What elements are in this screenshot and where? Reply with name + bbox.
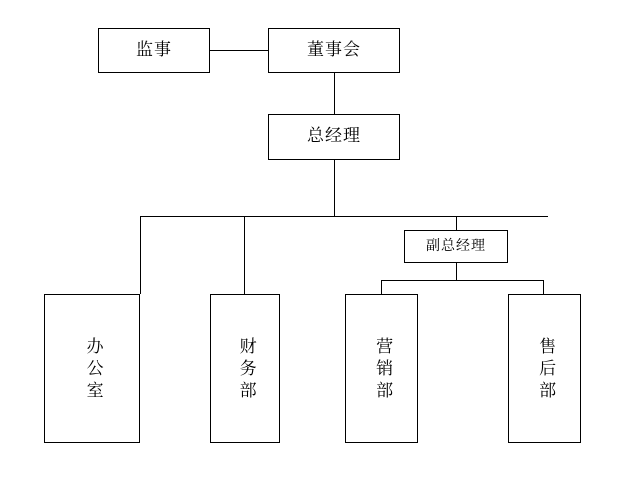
connector-bus-deputy	[456, 216, 457, 230]
connector-deputy-down	[456, 263, 457, 280]
node-after-sales[interactable]: 售后部	[508, 294, 581, 443]
connector-bus-marketing	[381, 280, 382, 294]
node-supervisor[interactable]: 监事	[98, 28, 210, 73]
node-finance[interactable]: 财务部	[210, 294, 280, 443]
node-office[interactable]: 办公室	[44, 294, 140, 443]
node-general-manager[interactable]: 总经理	[268, 114, 400, 160]
connector-general-manager-down	[334, 160, 335, 216]
connector-board-general-manager	[334, 73, 335, 114]
connector-bus-finance	[244, 216, 245, 294]
connector-sub-bus	[381, 280, 543, 281]
node-deputy-general-manager[interactable]: 副总经理	[404, 230, 508, 263]
node-board[interactable]: 董事会	[268, 28, 400, 73]
node-marketing[interactable]: 营销部	[345, 294, 418, 443]
connector-main-bus	[140, 216, 548, 217]
connector-bus-office	[140, 216, 141, 294]
connector-bus-after-sales	[543, 280, 544, 294]
connector-supervisor-board	[210, 50, 268, 51]
